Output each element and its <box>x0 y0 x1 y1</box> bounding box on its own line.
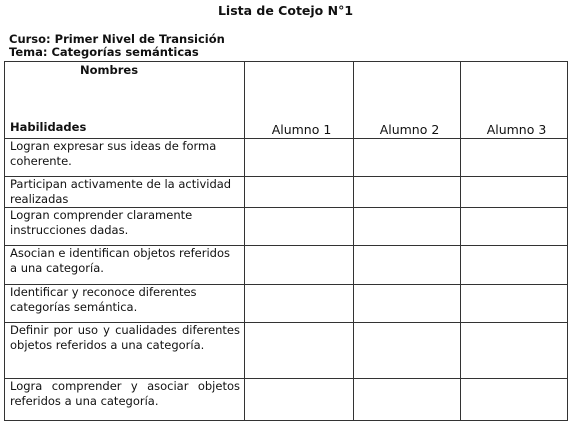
table-row <box>5 323 568 379</box>
table-row <box>5 177 568 208</box>
course-label: Curso: Primer Nivel de Transición <box>9 32 225 46</box>
check-cell[interactable] <box>354 177 461 208</box>
check-cell[interactable] <box>354 246 461 285</box>
check-cell[interactable] <box>461 139 568 177</box>
table-row <box>5 379 568 421</box>
check-cell[interactable] <box>461 323 568 379</box>
check-cell[interactable] <box>461 177 568 208</box>
header-corner-cell <box>5 62 245 139</box>
check-cell[interactable] <box>461 285 568 323</box>
skill-cell: Logran expresar sus ideas de forma coherente. <box>5 139 245 177</box>
check-cell[interactable] <box>245 139 354 177</box>
check-cell[interactable] <box>461 379 568 421</box>
document-title: Lista de Cotejo N°1 <box>217 3 354 18</box>
check-cell[interactable] <box>354 285 461 323</box>
check-cell[interactable] <box>245 285 354 323</box>
skill-cell: Asocian e identifican objetos referidos a una categoría. <box>5 246 245 285</box>
table-row <box>5 285 568 323</box>
check-cell[interactable] <box>461 246 568 285</box>
student-header-2: Alumno 2 <box>354 62 461 139</box>
skill-cell: Participan activamente de la actividad realizadas <box>5 177 245 208</box>
check-cell[interactable] <box>245 208 354 246</box>
table-row <box>5 139 568 177</box>
table-row <box>5 246 568 285</box>
topic-label: Tema: Categorías semánticas <box>9 45 199 59</box>
names-header: Nombres <box>80 63 139 77</box>
check-cell[interactable] <box>245 177 354 208</box>
check-cell[interactable] <box>354 379 461 421</box>
check-cell[interactable] <box>354 323 461 379</box>
check-cell[interactable] <box>461 208 568 246</box>
check-cell[interactable] <box>245 246 354 285</box>
check-cell[interactable] <box>245 379 354 421</box>
skills-header: Habilidades <box>10 120 87 134</box>
skill-cell: Identificar y reconoce diferentes categorías semántica. <box>5 285 245 323</box>
table-header-row <box>5 62 568 139</box>
checklist-table <box>4 61 568 421</box>
check-cell[interactable] <box>354 139 461 177</box>
student-header-1: Alumno 1 <box>245 62 354 139</box>
skill-cell: Logran comprender claramente instrucciones dadas. <box>5 208 245 246</box>
check-cell[interactable] <box>245 323 354 379</box>
student-header-3: Alumno 3 <box>461 62 568 139</box>
skill-cell: Definir por uso y cualidades diferentes objetos referidos a una categoría. <box>5 323 245 379</box>
table-row <box>5 208 568 246</box>
check-cell[interactable] <box>354 208 461 246</box>
skill-cell: Logra comprender y asociar objetos referidos a una categoría. <box>5 379 245 421</box>
